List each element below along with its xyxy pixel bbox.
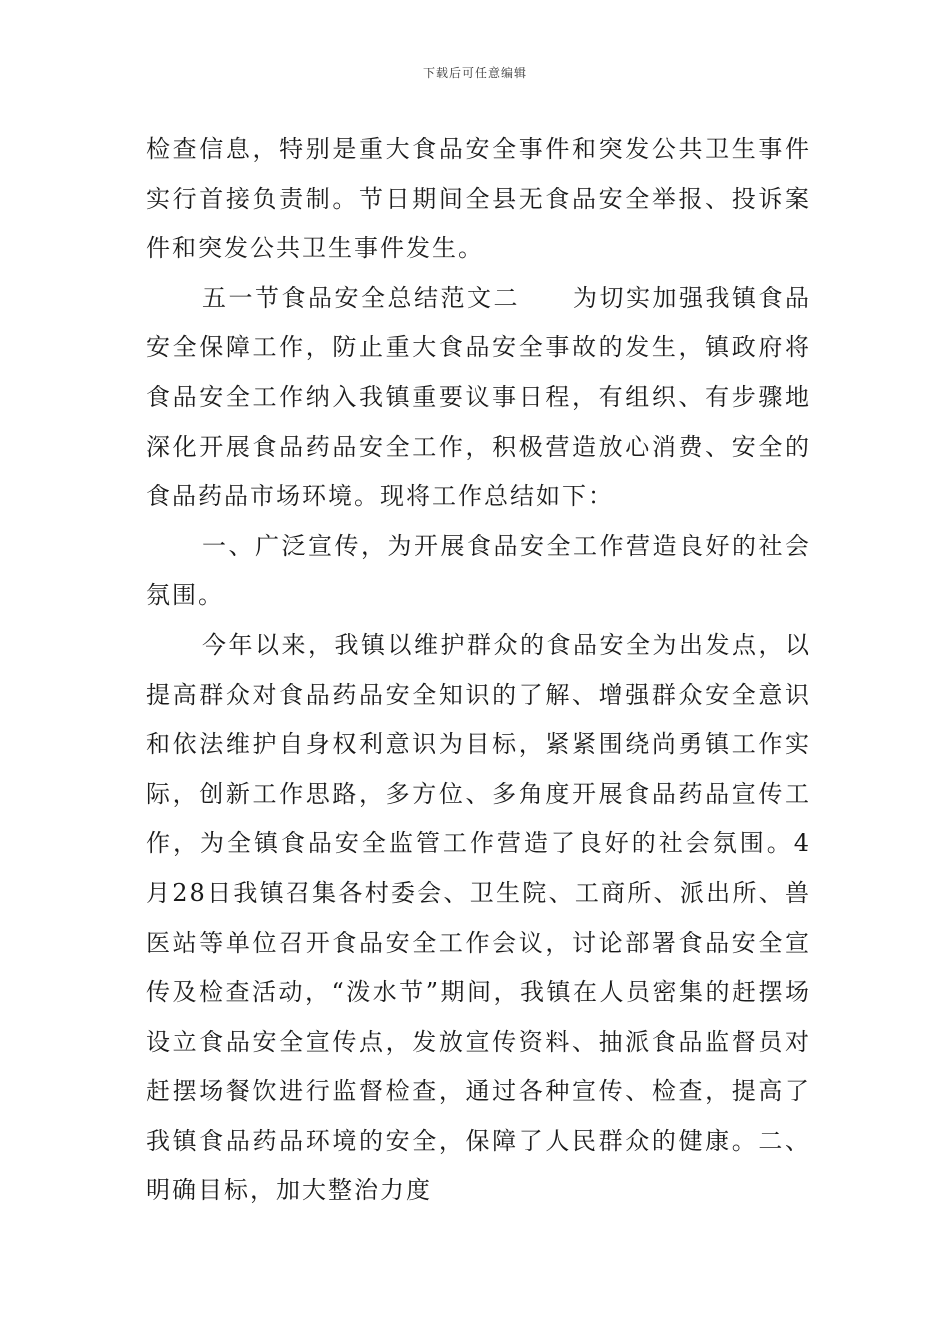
paragraph-2: 五一节食品安全总结范文二 为切实加强我镇食品安全保障工作，防止重大食品安全事故的发生，镇政府将食品安全工作纳入我镇重要议事日程，有组织、有步骤地深化开展食品药品安全工作，积极营造放心消费、安全的食品药品市场环境。现将工作总结如下： bbox=[146, 283, 811, 511]
paragraph-3: 一、广泛宣传，为开展食品安全工作营造良好的社会氛围。 bbox=[146, 531, 811, 610]
page-header-note: 下载后可任意编辑 bbox=[422, 66, 527, 80]
document-body bbox=[146, 125, 811, 1216]
paragraph-1: 检查信息，特别是重大食品安全事件和突发公共卫生事件实行首接负责制。节日期间全县无食品安全举报、投诉案件和突发公共卫生事件发生。 bbox=[146, 135, 811, 263]
paragraph-4: 今年以来，我镇以维护群众的食品安全为出发点，以提高群众对食品药品安全知识的了解、增强群众安全意识和依法维护自身权利意识为目标，紧紧围绕尚勇镇工作实际，创新工作思路，多方位、多角度开展食品药品宣传工作，为全镇食品安全监管工作营造了良好的社会氛围。4月28日我镇召集各村委会、卫生院、工商所、派出所、兽医站等单位召开食品安全工作会议，讨论部署食品安全宣传及检查活动，“泼水节”期间，我镇在人员密集的赶摆场设立食品安全宣传点，发放宣传资料、抽派食品监督员对赶摆场餐饮进行监督检查，通过各种宣传、检查，提高了我镇食品药品环境的安全，保障了人民群众的健康。二、明确目标，加大整治力度 bbox=[146, 630, 811, 1205]
